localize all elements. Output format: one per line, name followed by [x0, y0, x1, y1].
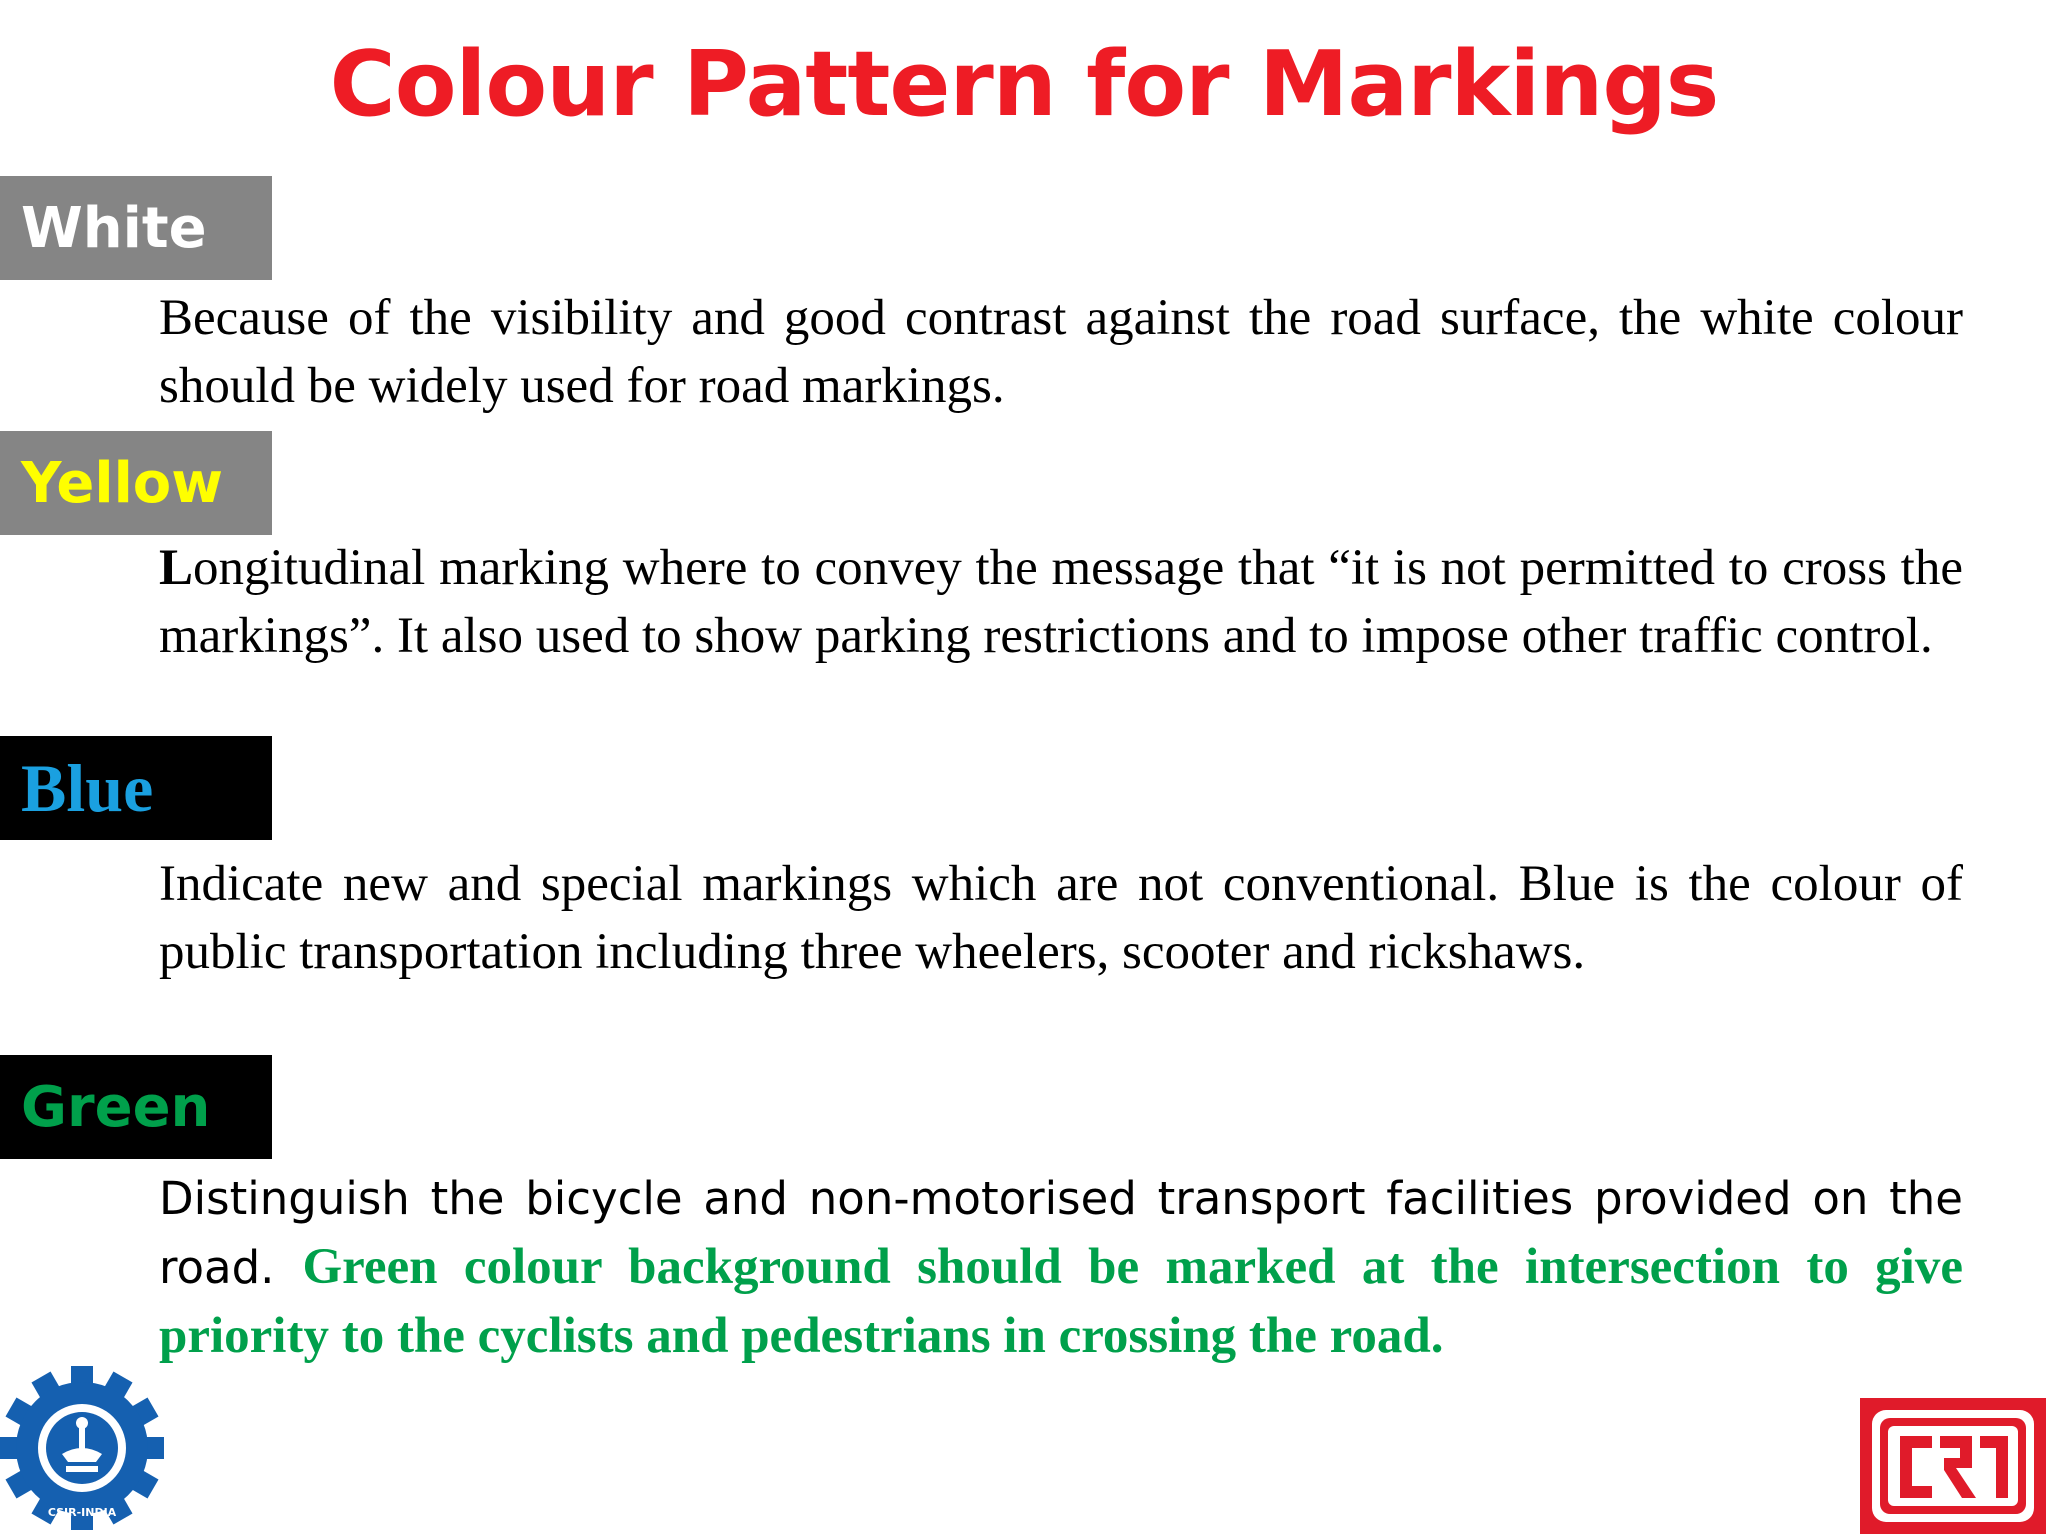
desc-white: Because of the visibility and good contrast against the road surface, the white colour should be widely used for road markings. [159, 290, 1963, 414]
crri-logo-icon [1860, 1398, 2046, 1534]
csir-gear-logo-icon [0, 1366, 165, 1531]
desc-blue: Indicate new and special markings which are not conventional. Blue is the colour of public transportation including three wheelers, scooter and rickshaws. [159, 856, 1963, 980]
desc-yellow-text: ongitudinal marking where to convey the message that “it is not permitted to cross the markings”. It also used to show parking restrictions and to impose other traffic control. [159, 540, 1963, 664]
label-blue [0, 736, 272, 840]
slide-title: Colour Pattern for Markings [329, 32, 1719, 137]
desc-yellow [159, 534, 1963, 670]
label-yellow-text: Yellow [21, 450, 223, 516]
label-green [0, 1055, 272, 1159]
label-white-text: White [21, 195, 207, 261]
label-green-text: Green [21, 1074, 211, 1140]
desc-green-highlight: Green colour background should be marked at the intersection to give priority to the cyclists and pedestrians in crossing the road. [159, 1239, 1963, 1364]
csir-logo [0, 1366, 165, 1531]
desc-yellow-first-letter: L [159, 540, 194, 596]
label-white [0, 176, 272, 280]
label-yellow [0, 431, 272, 535]
csir-logo-text: CSIR-INDIA [47, 1506, 117, 1519]
desc-green-text: Distinguish the bicycle and non-motorised transport facilities provided on the road. [159, 1172, 1963, 1294]
label-blue-text: Blue [21, 749, 154, 826]
desc-green [159, 1164, 1963, 1371]
crri-logo [1860, 1398, 2046, 1534]
